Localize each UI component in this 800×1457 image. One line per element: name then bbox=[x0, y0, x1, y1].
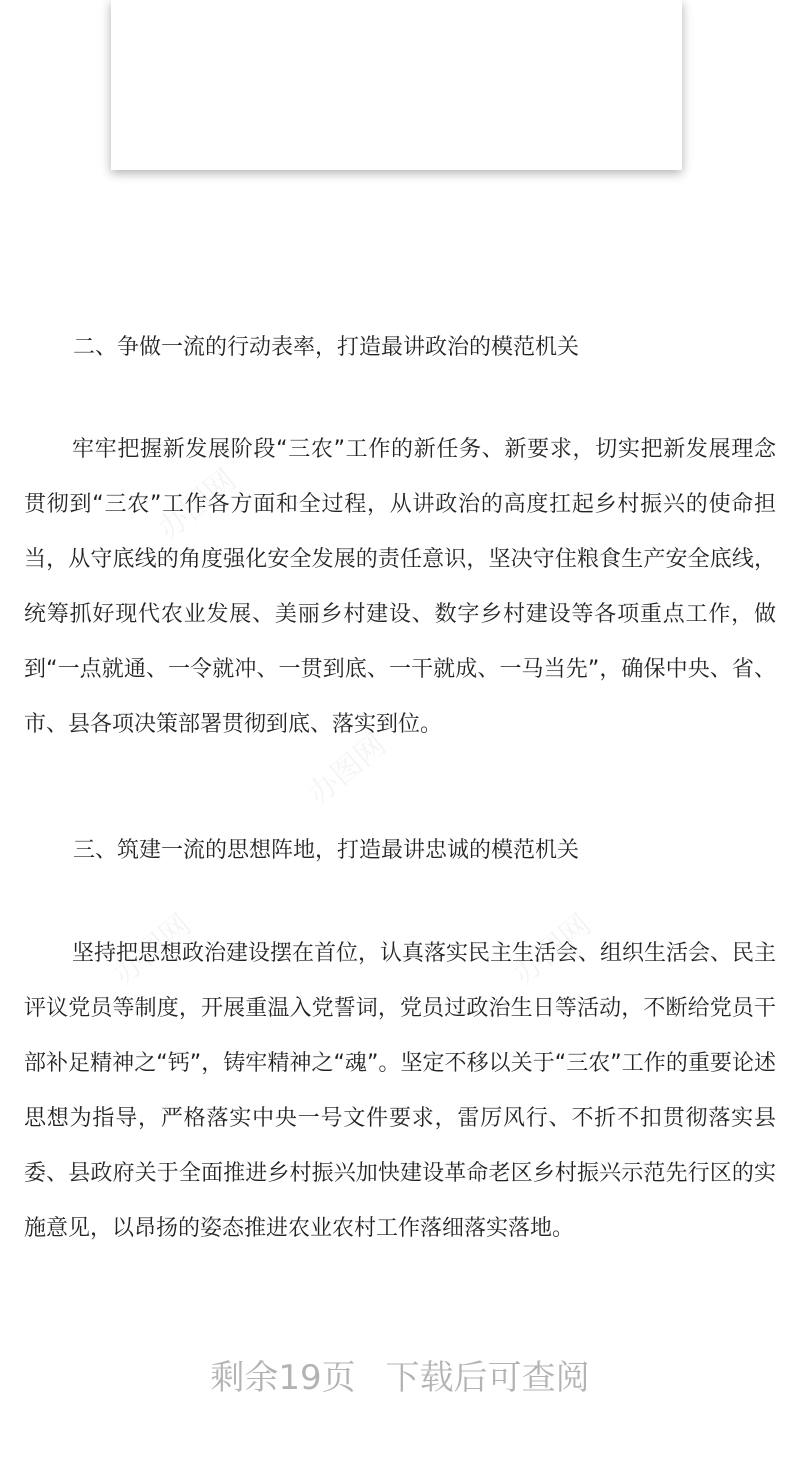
section-two-paragraph: 牢牢把握新发展阶段“三农”工作的新任务、新要求，切实把新发展理念贯彻到“三农”工作各方面和全过程，从讲政治的高度扛起乡村振兴的使命担当，从守底线的角度强化安全发展的责任意识，坚决守住粮食生产安全底线，统筹抓好现代农业发展、美丽乡村建设、数字乡村建设等各项重点工作，做到“一点就通、一令就冲、一贯到底、一干就成、一马当先”，确保中央、省、市、县各项决策部署贯彻到底、落实到位。 bbox=[24, 437, 776, 737]
remaining-pages-label: 剩余19页 bbox=[210, 1358, 356, 1398]
document-page-preview bbox=[111, 0, 682, 170]
download-prompt[interactable] bbox=[0, 1356, 800, 1400]
section-three-paragraph: 坚持把思想政治建设摆在首位，认真落实民主生活会、组织生活会、民主评议党员等制度，开展重温入党誓词，党员过政治生日等活动，不断给党员干部补足精神之“钙”，铸牢精神之“魂”。坚定不移以关于“三农”工作的重要论述思想为指导，严格落实中央一号文件要求，雷厉风行、不折不扣贯彻落实县委、县政府关于全面推进乡村振兴加快建设革命老区乡村振兴示范先行区的实施意见，以昂扬的姿态推进农业农村工作落细落实落地。 bbox=[24, 941, 777, 1241]
download-to-view-label[interactable]: 下载后可查阅 bbox=[385, 1358, 590, 1398]
section-two-heading: 二、争做一流的行动表率，打造最讲政治的模范机关 bbox=[73, 335, 580, 360]
section-three-heading: 三、筑建一流的思想阵地，打造最讲忠诚的模范机关 bbox=[73, 838, 580, 863]
